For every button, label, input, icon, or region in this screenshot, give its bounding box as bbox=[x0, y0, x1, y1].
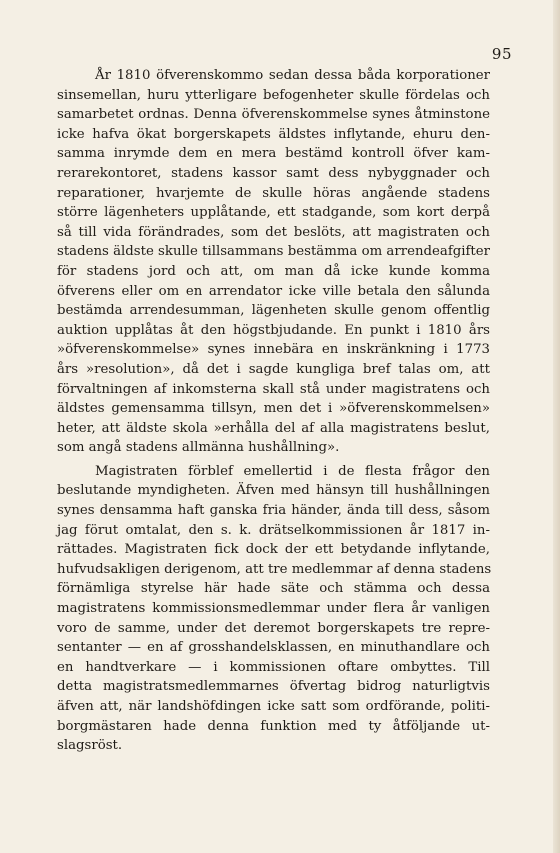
text-line: borgmästaren hade denna funktion med ty åtföljande ut- bbox=[57, 718, 490, 734]
text-line: äfven att, när landshöfdingen icke satt som ordförande, politi- bbox=[57, 699, 490, 714]
paragraph-2 bbox=[57, 462, 490, 756]
text-line: för stadens jord och att, om man då icke kunde komma bbox=[57, 263, 490, 279]
text-line: förnämliga styrelse här hade säte och stämma och dessa bbox=[57, 581, 490, 597]
page-number: 95 bbox=[491, 45, 512, 63]
paragraph-1 bbox=[57, 66, 490, 458]
text-line: bestämda arrendesumman, lägenheten skulle genom offentlig bbox=[57, 303, 490, 319]
text-line: jag förut omtalat, den s. k. drätselkommissionen år 1817 in- bbox=[57, 522, 490, 538]
text-line: öfverens eller om en arrendator icke ville betala den sålunda bbox=[57, 283, 490, 299]
text-line: förvaltningen af inkomsterna skall stå under magistratens och bbox=[57, 381, 490, 397]
text-line: Magistraten förblef emellertid i de flesta frågor den bbox=[95, 463, 490, 479]
text-line: icke hafva ökat borgerskapets äldstes inflytande, ehuru den- bbox=[57, 126, 490, 142]
text-line: »öfverenskommelse» synes innebära en inskränkning i 1773 bbox=[57, 342, 490, 358]
body-text bbox=[57, 66, 490, 756]
text-line: större lägenheters upplåtande, ett stadgande, som kort derpå bbox=[57, 205, 490, 221]
text-line: auktion upplåtas åt den högstbjudande. En punkt i 1810 års bbox=[57, 322, 490, 338]
text-line: äldstes gemensamma tillsyn, men det i »öfverenskommelsen» bbox=[57, 401, 490, 417]
text-line: samma inrymde dem en mera bestämd kontroll öfver kam- bbox=[57, 146, 490, 162]
text-line: reparationer, hvarjemte de skulle höras angående stadens bbox=[57, 185, 490, 201]
text-line: rättades. Magistraten fick dock der ett betydande inflytande, bbox=[57, 542, 490, 558]
text-line: beslutande myndigheten. Äfven med hänsyn till hushållningen bbox=[57, 483, 490, 499]
text-line: slagsröst. bbox=[57, 738, 123, 754]
text-line: rerarekontoret, stadens kassor samt dess nybyggnader och bbox=[57, 165, 490, 181]
text-line: sinsemellan, huru ytterligare befogenheter skulle fördelas och bbox=[57, 87, 490, 103]
page-edge-shadow bbox=[553, 0, 560, 853]
text-line: År 1810 öfverenskommo sedan dessa båda korporationer bbox=[95, 68, 490, 83]
text-line: magistratens kommissionsmedlemmar under flera år vanligen bbox=[57, 601, 490, 617]
text-line: en handtverkare — i kommissionen oftare ombyttes. Till bbox=[57, 659, 490, 675]
text-line: synes densamma haft ganska fria händer, ända till dess, såsom bbox=[57, 503, 490, 519]
text-line: samarbetet ordnas. Denna öfverenskommelse synes åtminstone bbox=[57, 107, 490, 123]
text-line: så till vida förändrades, som det beslöts, att magistraten och bbox=[57, 224, 490, 240]
text-line: voro de samme, under det deremot borgerskapets tre repre- bbox=[57, 620, 490, 636]
text-line: hufvudsakligen derigenom, att tre medlemmar af denna stadens bbox=[57, 561, 492, 577]
text-line: års »resolution», då det i sagde kungliga bref talas om, att bbox=[57, 361, 490, 377]
text-line: heter, att äldste skola »erhålla del af alla magistratens beslut, bbox=[57, 420, 490, 436]
text-line: detta magistratsmedlemmarnes öfvertag bidrog naturligtvis bbox=[57, 679, 490, 695]
text-line: som angå stadens allmänna hushållning». bbox=[57, 440, 340, 456]
text-line: stadens äldste skulle tillsammans bestämma om arrendeafgifter bbox=[57, 244, 490, 260]
text-line: sentanter — en af grosshandelsklassen, en minuthandlare och bbox=[57, 640, 490, 656]
